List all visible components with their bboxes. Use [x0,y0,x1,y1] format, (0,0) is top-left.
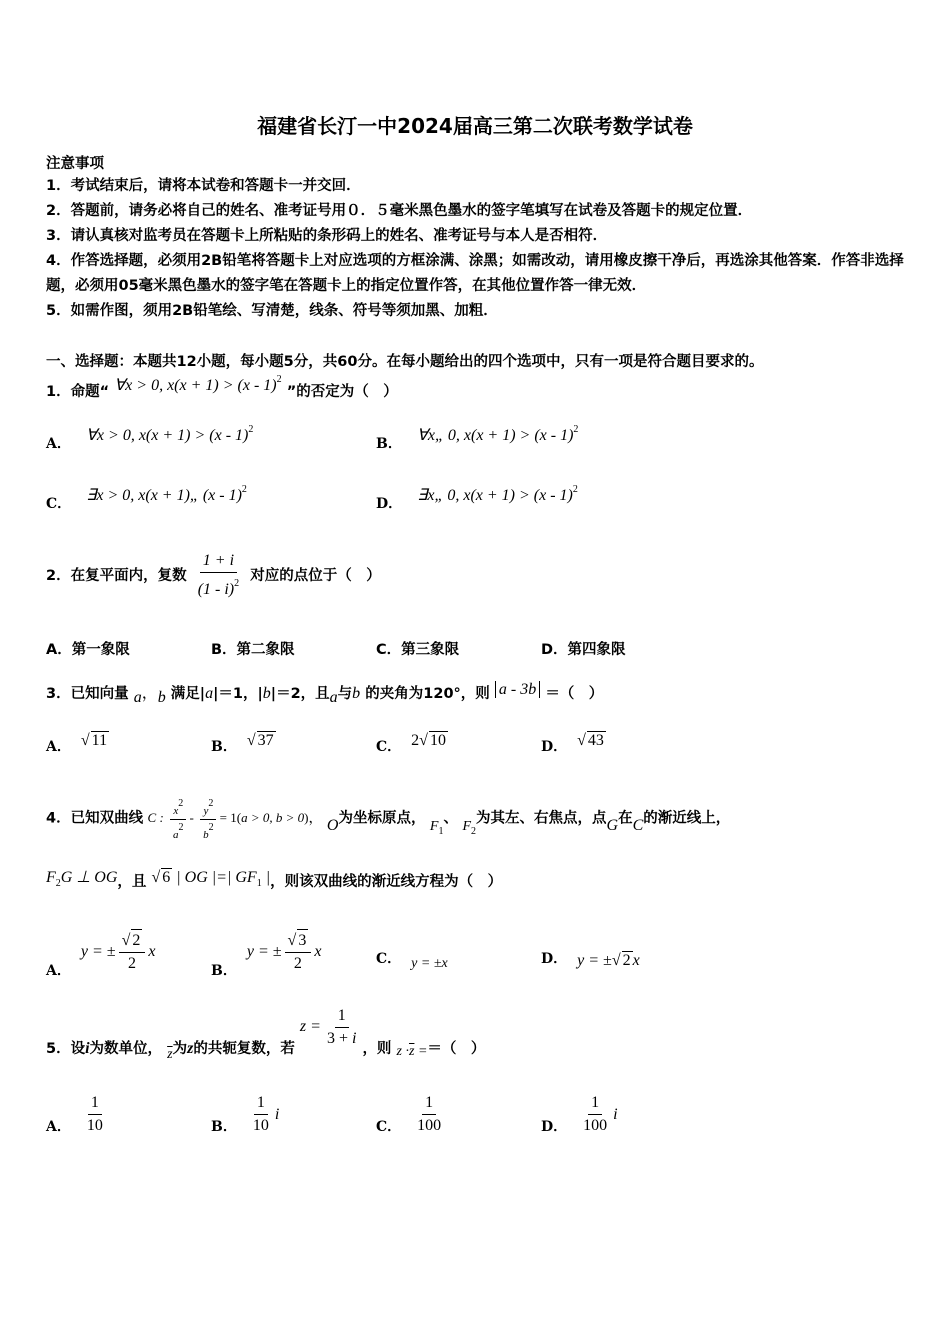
q5-text: ，则 [362,1041,392,1058]
option-math: y = ±√ 2 x [577,952,640,969]
q5-text: 为数单位， [89,1041,163,1058]
q4-text: ，则该双曲线的渐近线方程为（ ） [270,874,503,890]
option-math: √ 43 [577,732,604,749]
denominator: 100 [583,1117,608,1134]
q4-text: 为坐标原点， [338,810,426,827]
q4-option-a[interactable] [46,925,156,979]
notice-item: 4．作答选择题，必须用2B铅笔将答题卡上对应选项的方框涂满、涂黑；如需改动，请用橡皮擦干净后，再选涂其他答案．作答非选择题，必须用05毫米黑色墨水的签字笔在答题卡上的指定位置作答，在其他位置作答一律无效． [46,253,904,294]
q3-option-d[interactable] [541,732,606,756]
q5-text: 为 [172,1041,188,1058]
option-label: B． [376,436,402,452]
q4-option-c[interactable] [376,948,448,971]
option-label: A． [46,739,71,755]
option-label: C． [376,1119,402,1135]
option-label: B． [211,1119,237,1135]
radicand: 11 [91,732,108,749]
option-label: B． [211,739,237,755]
q2-option-d[interactable]: D．第四象限 [541,642,626,658]
option-label: A． [46,436,71,452]
option-math: $\frac{1}{10}$ [84,1092,106,1137]
product-expr: $z \cdot\overline{z}$ = [396,1044,428,1060]
q1-option-b[interactable] [376,424,579,453]
question-4-line-2 [46,870,502,893]
option-label: A． [46,1119,71,1135]
z-definition: z = $\frac{1}{3 + i}$ [299,1007,357,1047]
hyperbola-equation: C : $\frac{x2}{a2}$ - $\frac{y2}{b2}$ = 1(a > 0, b > 0) [147,798,309,841]
q5-option-c[interactable] [376,1092,447,1137]
vector-b: b [262,685,271,702]
focus-f2: $F_2$ [462,819,476,838]
radicand: 10 [429,732,446,749]
option-math: y = ± $\frac{√ 3}{2}$ x [247,943,322,960]
option-label: C． [376,739,402,755]
q4-text: 的渐近线上， [643,810,731,827]
q4-text: ，且 [117,874,147,890]
notice-item: 2．答题前，请务必将自己的姓名、准考证号用０．５毫米黑色墨水的签字笔填写在试卷及答题卡的规定位置． [46,203,753,219]
option-math: ∀x„ 0, x(x + 1) > (x - 1)$^2$ [416,424,579,444]
q3-text: |＝2，且 [270,686,330,702]
option-math: 2√ 10 [411,732,446,749]
q1-option-d[interactable] [376,484,578,513]
vector-a: a [329,689,338,706]
q2-suffix: 对应的点位于（ ） [250,568,381,584]
denominator: 100 [417,1117,442,1134]
q5-option-b[interactable] [211,1092,279,1137]
q1-suffix: 的否定为（ ） [296,384,398,400]
q1-option-c[interactable] [46,484,247,513]
denominator: 10 [86,1117,103,1134]
focus-f1: $F_1$ [429,819,444,838]
q3-option-b[interactable] [211,732,276,756]
question-1 [46,374,398,401]
option-math: $\frac{1}{10}$ [250,1092,272,1137]
q5-option-d[interactable] [541,1092,618,1137]
option-math: √ 11 [80,732,108,749]
q1-open-quote: “ [99,384,110,400]
q2-numerator: 1 + i [200,550,237,573]
imaginary-unit: i [613,1106,618,1123]
q5-text: 的共轭复数，若 [193,1041,295,1058]
length-condition: √ 6 | OG |=| $GF_1$ | [151,869,271,889]
q3-text: 满足| [170,686,206,702]
question-2 [46,550,381,601]
q3-text: |＝1，| [213,686,263,702]
radicand: 37 [257,732,274,749]
option-math: ∀x > 0, x(x + 1) > (x - 1)$^2$ [85,424,254,444]
q4-text: 在 [618,810,633,827]
q3-text: 的夹角为120°，则 [365,686,490,702]
curve-c: C [632,817,644,835]
question-3: 3．已知向量 a，b 满足|a|＝1，|b|＝2，且a与b 的夹角为120°，则 a - 3b ＝（ ） [46,681,604,706]
variable-z: z [187,1040,194,1058]
radicand: 43 [587,732,604,749]
imaginary-unit: i [274,1106,280,1123]
q2-option-b[interactable]: B．第二象限 [211,642,295,658]
q3-prefix: 3．已知向量 [46,686,129,702]
question-4: 4．已知双曲线 C : $\frac{x2}{a2}$ - $\frac{y2}{b2}$ = 1(a > 0, b > 0)， O为坐标原点， $F_1$、 $F_2$为其左、右焦点，点G在C的渐近线上， [46,798,731,841]
notice-heading: 注意事项 [46,156,104,172]
q4-text: 、 [443,810,458,827]
q5-prefix: 5．设 [46,1041,86,1058]
q3-text: 与 [337,686,353,702]
option-label: D． [376,496,403,512]
option-label: D． [541,739,568,755]
denominator: 10 [252,1117,269,1134]
q4-prefix: 4．已知双曲线 [46,810,144,827]
option-math: $\frac{1}{100}$ [414,1092,444,1137]
option-math: y = ±x [411,956,448,971]
option-math: √ 37 [246,732,274,749]
q2-fraction [195,550,242,601]
option-label: B． [211,962,237,979]
option-label: D． [541,1119,568,1135]
section-heading: 一、选择题：本题共12小题，每小题5分，共60分。在每小题给出的四个选项中，只有一项是符合题目要求的。 [46,354,764,370]
q5-suffix: ＝（ ） [427,1041,486,1058]
option-math: $\frac{1}{100}$ [580,1092,610,1137]
q2-denominator: (1 - i)$^2$ [197,578,240,598]
q3-suffix: ＝（ ） [545,686,604,702]
vector-a: a [133,689,142,706]
option-math: y = ± $\frac{√ 2}{2}$ x [81,943,156,960]
q4-option-d[interactable] [541,948,640,968]
q2-option-c[interactable]: C．第三象限 [376,642,460,658]
q1-prefix: 1．命题 [46,384,100,400]
origin-o: O [326,817,339,835]
option-label: A． [46,962,71,979]
perpendicular-condition: $F_2G$ ⊥ OG [46,869,118,889]
question-5 [46,1005,486,1063]
option-math: ∃x > 0, x(x + 1)„ (x - 1)$^2$ [86,484,247,504]
option-math: ∃x„ 0, x(x + 1) > (x - 1)$^2$ [417,484,578,504]
notice-item: 5．如需作图，须用2B铅笔绘、写清楚，线条、符号等须加黑、加粗． [46,303,498,319]
q2-prefix: 2．在复平面内，复数 [46,568,187,584]
z-conjugate: $\overline{z}$ [167,1047,173,1063]
vector-a: a [205,685,214,702]
q3-option-a[interactable] [46,732,109,756]
notice-item: 1．考试结束后，请将本试卷和答题卡一并交回． [46,178,361,194]
point-g: G [606,817,619,835]
q4-text: 为其左、右焦点，点 [476,810,607,827]
option-label: D． [541,951,568,967]
q3-abs-expr: a - 3b [495,681,540,698]
q5-option-a[interactable] [46,1092,109,1137]
q1-close-quote: ” [286,384,297,400]
q4-option-b[interactable] [211,925,322,979]
q1-option-a[interactable] [46,424,254,453]
notice-item: 3．请认真核对监考员在答题卡上所粘贴的条形码上的姓名、准考证号与本人是否相符． [46,228,608,244]
q2-option-a[interactable]: A．第一象限 [46,642,130,658]
q3-option-c[interactable] [376,732,448,756]
option-label: C． [46,496,72,512]
imaginary-unit: i [85,1040,90,1058]
vector-b: b [352,685,361,702]
option-label: C． [376,951,402,967]
exam-title: 福建省长汀一中2024届高三第二次联考数学试卷 [257,114,693,138]
q1-proposition: ∀x > 0, x(x + 1) > (x - 1)$^2$ [114,374,282,394]
vector-b: b [157,689,166,706]
